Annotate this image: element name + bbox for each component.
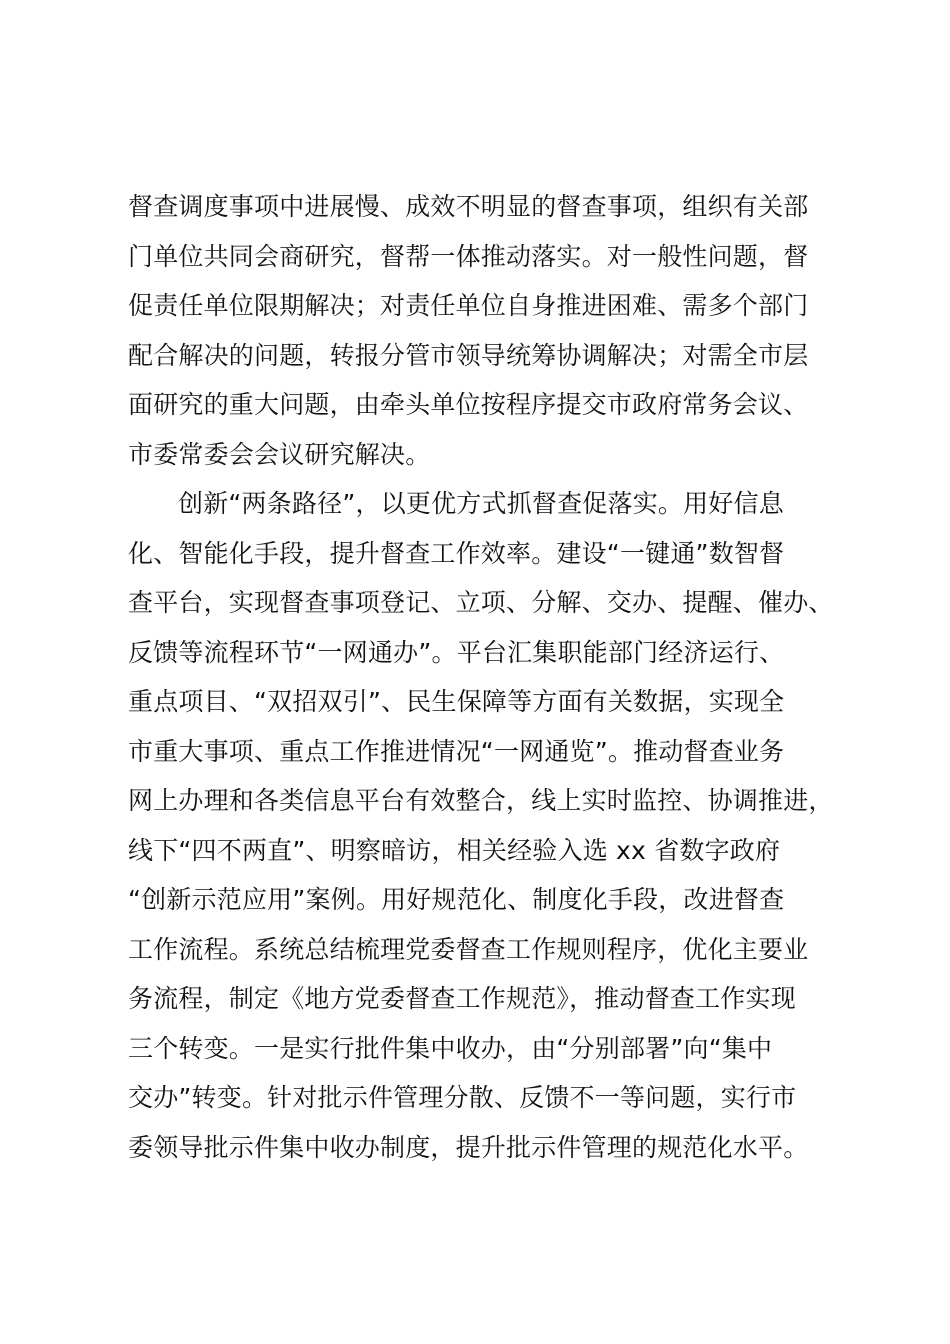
paragraph-first-line: 创新“两条路径”，以更优方式抓督查促落实。用好信息 xyxy=(178,489,784,518)
text-line: 市重大事项、重点工作推进情况“一网通览”。推动督查业务 xyxy=(128,736,785,766)
body-text xyxy=(128,182,848,1172)
text-line: 面研究的重大问题，由牵头单位按程序提交市政府常务会议、 xyxy=(128,390,809,419)
text-line: 反馈等流程环节“一网通办”。平台汇集职能部门经济运行、 xyxy=(128,637,785,667)
text-line: 配合解决的问题，转报分管市领导统筹协调解决；对需全市层 xyxy=(128,340,809,370)
text-line: 化、智能化手段，提升督查工作效率。建设“一键通”数智督 xyxy=(128,538,785,568)
text-line: “创新示范应用”案例。用好规范化、制度化手段，改进督查 xyxy=(128,885,785,914)
text-line: 网上办理和各类信息平台有效整合，线上实时监控、协调推进， xyxy=(128,786,834,815)
text-line: 线下“四不两直”、明察暗访，相关经验入选 xx 省数字政府 xyxy=(128,835,781,865)
text-line: 重点项目、“双招双引”、民生保障等方面有关数据，实现全 xyxy=(128,687,785,716)
text-line: 促责任单位限期解决；对责任单位自身推进困难、需多个部门 xyxy=(128,291,809,320)
text-line: 三个转变。一是实行批件集中收办，由“分别部署”向“集中 xyxy=(128,1033,773,1063)
text-line: 委领导批示件集中收办制度，提升批示件管理的规范化水平。 xyxy=(128,1132,809,1162)
text-line: 工作流程。系统总结梳理党委督查工作规则程序，优化主要业 xyxy=(128,934,809,964)
text-line: 门单位共同会商研究，督帮一体推动落实。对一般性问题，督 xyxy=(128,241,809,271)
text-line: 务流程，制定《地方党委督查工作规范》，推动督查工作实现 xyxy=(128,984,796,1013)
text-line: 查平台，实现督查事项登记、立项、分解、交办、提醒、催办、 xyxy=(128,588,834,617)
text-line: 交办”转变。针对批示件管理分散、反馈不一等问题，实行市 xyxy=(128,1083,797,1112)
text-line: 督查调度事项中进展慢、成效不明显的督查事项，组织有关部 xyxy=(128,192,809,221)
text-line: 市委常委会会议研究解决。 xyxy=(128,439,431,469)
